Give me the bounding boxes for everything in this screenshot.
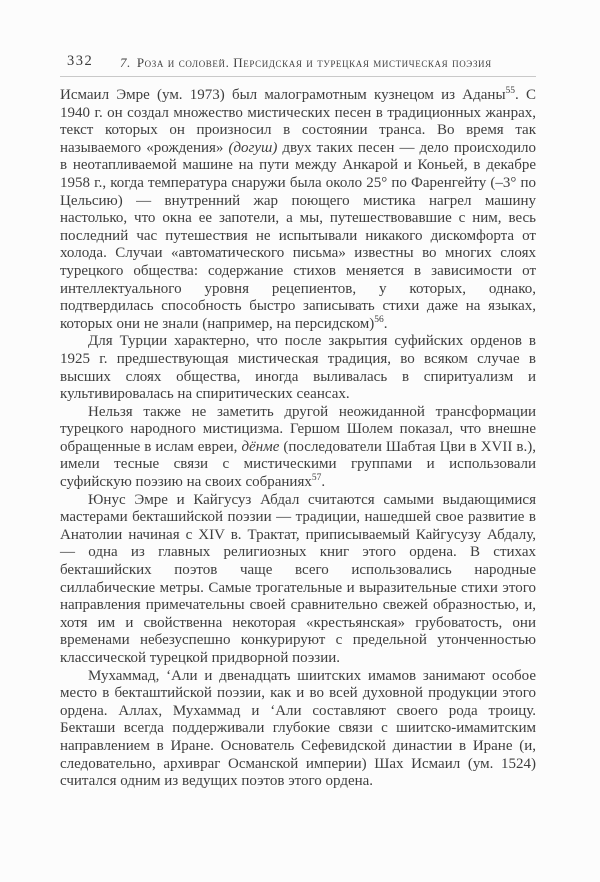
text-run: Нельзя также не заметить другой неожиданной трансформации турецкого народного мистицизма. Гершом Шолем показал, что внешне обращенные в ислам евреи, — [60, 403, 536, 455]
text-run: Юнус Эмре и Кайгусуз Абдал считаются самыми выдающимися мастерами бекташийской поэзии — традиции, нашедшей свое развитие в Анатолии начиная с XIV в. Трактат, приписываемый Кайгусузу Абдалу, — одна из главных религиозных книг этого ордена. В стихах бекташийских поэтов чаще всего использовались народные силлабические метры. Самые трогательные и выразительные стихи этого направления примечательны своей сравнительно свежей образностью, и, хотя им и свойственна некоторая «крестьянская» грубоватость, они временами небезуспешно конкурируют с предельной утонченностью классической турецкой придворной поэзии. — [60, 491, 536, 666]
italic-term: дёнме — [241, 438, 280, 455]
paragraph — [60, 333, 536, 403]
footnote-ref: 57 — [311, 473, 322, 484]
footnote-ref: 56 — [374, 314, 384, 325]
chapter-number: 7. — [120, 54, 131, 70]
paragraph — [60, 404, 536, 492]
header-rule — [60, 76, 536, 77]
text-run: двух таких песен — дело происходило в неотапливаемой машине на пути между Анкарой и Коньей, в декабре 1958 г., когда температура снаружи была около 25° по Фаренгейту (–3° по Цельсию) — внутренний жар поющего мистика нагрел машину настолько, что окна ее запотели, а мы, путешествовавшие с ним, весь последний час путешествия не испытывали никакого дискомфорта от холода. Случаи «автоматического письма» известны во многих слоях турецкого общества: содержание стихов меняется в зависимости от интеллектуального уровня рецепиентов, у которых, однако, подтвердилась способность быстро записывать стихи даже на языках, которых они не знали (например, на персидском) — [60, 139, 536, 332]
text-run: (последователи Шабтая Цви в XVII в.), имели тесные связи с мистическими группами и использовали суфийскую поэзию на своих собраниях — [60, 438, 536, 491]
chapter-title: Роза и соловей. Персидская и турецкая мистическая поэзия — [136, 54, 492, 70]
paragraph — [60, 668, 536, 791]
running-title — [120, 55, 492, 71]
text-run: . — [383, 315, 388, 332]
page-body — [60, 87, 536, 791]
text-run: Исмаил Эмре (ум. 1973) был малограмотным кузнецом из Аданы — [60, 87, 506, 103]
page-number: 332 — [67, 53, 94, 69]
paragraph — [60, 492, 536, 668]
paragraph — [60, 87, 536, 333]
text-run: . — [321, 474, 326, 491]
text-run: . С 1940 г. он создал множество мистических песен в традиционных жанрах, текст которых он произносил в состоянии транса. Во время так называемого «рождения» — [60, 87, 536, 156]
text-run: Для Турции характерно, что после закрытия суфийских орденов в 1925 г. предшествующая мистическая традиция, во всяком случае в высших слоях общества, иногда выливалась в спиритуализм и культивировалась на спиритических сеансах. — [60, 333, 536, 403]
text-run: Мухаммад, ‘Али и двенадцать шиитских имамов занимают особое место в бекташтийской поэзии, как и во всей духовной продукции этого ордена. Аллах, Мухаммад и ‘Али составляют своего рода троицу. Бекташи всегда поддерживали глубокие связи с шиитско-имамитским направлением в Иране. Основатель Сефевидской династии в Иране (и, следовательно, архивраг Османской империи) Шах Исмаил (ум. 1524) считался одним из ведущих поэтов этого ордена. — [60, 667, 536, 790]
italic-term: (догуш) — [228, 139, 278, 156]
running-header — [60, 53, 536, 71]
footnote-ref: 55 — [505, 86, 516, 96]
